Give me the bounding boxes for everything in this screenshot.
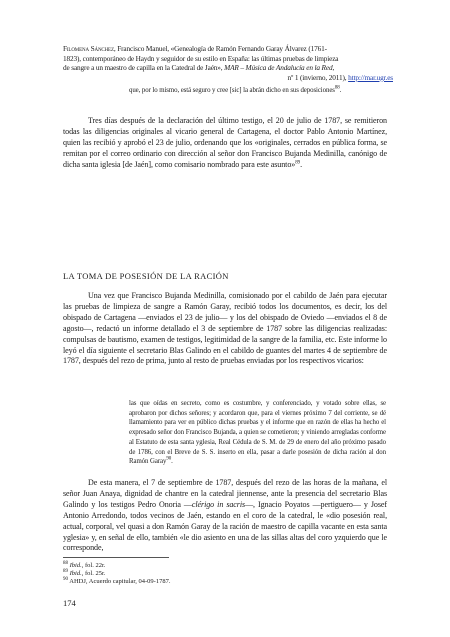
paragraph-2 [63,291,387,367]
footnote-text: , fol. 25r. [81,570,106,578]
header-line-4 [63,73,393,83]
footnote-ref-89[interactable]: 89 [295,159,301,165]
header-line-2: 1823), contemporáneo de Haydn y seguidor de su estilo en España: las últimas pruebas de limpieza [63,53,339,63]
quote-top [129,86,386,96]
header-author: Filomena Sánchez [63,44,114,53]
quote-block [129,399,386,467]
footnote-88 [63,562,170,570]
header-line-3 [63,63,393,73]
header-url-link[interactable]: http://mar.ugr.es [348,72,393,82]
footnote-ref-90[interactable]: 90 [166,456,172,462]
citation-header [63,44,393,82]
footnote-divider [63,557,169,558]
header-line-3-text: de sangre a un maestro de capilla en la Catedral de Jaén», [63,63,225,73]
paragraph-2-text: Una vez que Francisco Bujanda Medinilla, comisionado por el cabildo de Jaén para ejecutar las pruebas de limpieza de sangre a Ramón Garay, recibió todos los documentos, es decir, los del obispado de Cartagena —enviados el 23 de julio— y los del obispado de Oviedo —enviados el 8 de agosto—, redactó un informe detallado el 3 de septiembre de 1787 sobre las diligencias realizadas: compulsas de bautismo, examen de testigos, legitimidad de la sangre de la familia, etc. Este informe lo leyó el día siguiente el secretario Blas Galindo en el cabildo de guantes del martes 4 de septiembre de 1787, después del rezo de prima, junto al resto de pruebas enviadas por los respectivos vicarios: [63,291,387,366]
header-line-3-end: , [332,63,335,73]
paragraph-3-text: De esta manera, el 7 de septiembre de 1787, después del rezo de las horas de la mañana, el señor Juan Anaya, dignidad de chantre en la catedral jiennense, ante la presencia del secretario Blas Galindo y los testigos Pedro Onoria — [63,478,387,509]
header-line-1 [63,44,393,54]
paragraph-3-text-2: —, Ignacio Poyatos —pertiguero— y Josef Antonio Arredondo, todos vecinos de Jaén, estando en el coro de la catedral, le «dio posesión real, actual, corporal, vel quasi a don Ramón Garay de la ración de maestro de capilla vacante en esta santa yglesia» y, en señal de ello, también «le dio asiento en una de las sillas altas del coro yzquierdo que le corresponde, [63,499,387,553]
quote-top-end: . [339,87,342,94]
footnote-text: , fol. 22r. [81,562,106,569]
page-number: 174 [63,598,76,608]
footnote-number: 88 [63,560,68,566]
footnote-number: 89 [63,569,68,575]
header-line-1-text: , Francisco Manuel, «Genealogía de Ramón Fernando Garay Álvarez (1761- [113,44,327,53]
quote-block-text: las que oídas en secreto, como es costumbre, y conferenciado, y votado sobre ellas, se aprobaron por dichos señores; y acordaron que, para el viernes próximo 7 del corriente, se dé llamamiento para ver en público dichas pruebas y el informe que en razón de ellas ha hecho el expresado señor don Francisco Bujanda, a quien se cometieron; y viniendo arregladas conforme al Estatuto de esta santa yglesia, Real Cédula de S. M. de 29 de enero del año próximo pasado de 1786, con el Breve de S. S. inserto en ella, pasar a darle posesión de dicha ración al don Ramón Garay [129,400,386,466]
header-journal: MAR – Música de Andalucía en la Red [224,63,333,73]
paragraph-1 [63,116,387,171]
quote-block-end: . [171,458,173,466]
footnote-ibid: Ibid. [69,570,82,578]
paragraph-3 [63,478,387,554]
footnote-text: AHDJ, Acuerdo capitular, 04-09-1787. [69,578,171,586]
quote-top-text: que, por lo mismo, está seguro y cree [sic] la abrán dicho en sus deposiciones [129,87,335,94]
footnote-ibid: Ibid. [69,562,82,569]
paragraph-3-italic: clérigo in sacris [191,499,246,509]
paragraph-1-text: Tres días después de la declaración del último testigo, el 20 de julio de 1787, se remitieron todas las diligencias originales al vicario general de Cartagena, el doctor Pablo Antonio Martínez, quien las recibió y aprobó el 23 de julio, ordenando que los «originales, cerrados en pública forma, se remitan por el correo ordinario con dirección al señor don Francisco Bujanda Medinilla, canónigo de dicha santa iglesia [de Jaén], como comisario nombrado para este asunto» [63,116,387,169]
footnotes [63,562,170,587]
section-heading: LA TOMA DE POSESIÓN DE LA RACIÓN [63,271,229,281]
paragraph-1-end: . [300,159,302,169]
footnote-number: 90 [63,577,68,583]
header-issue: nº 1 (invierno, 2011), [287,72,349,82]
footnote-ref-88[interactable]: 88 [334,85,340,91]
footnote-90 [63,578,170,586]
